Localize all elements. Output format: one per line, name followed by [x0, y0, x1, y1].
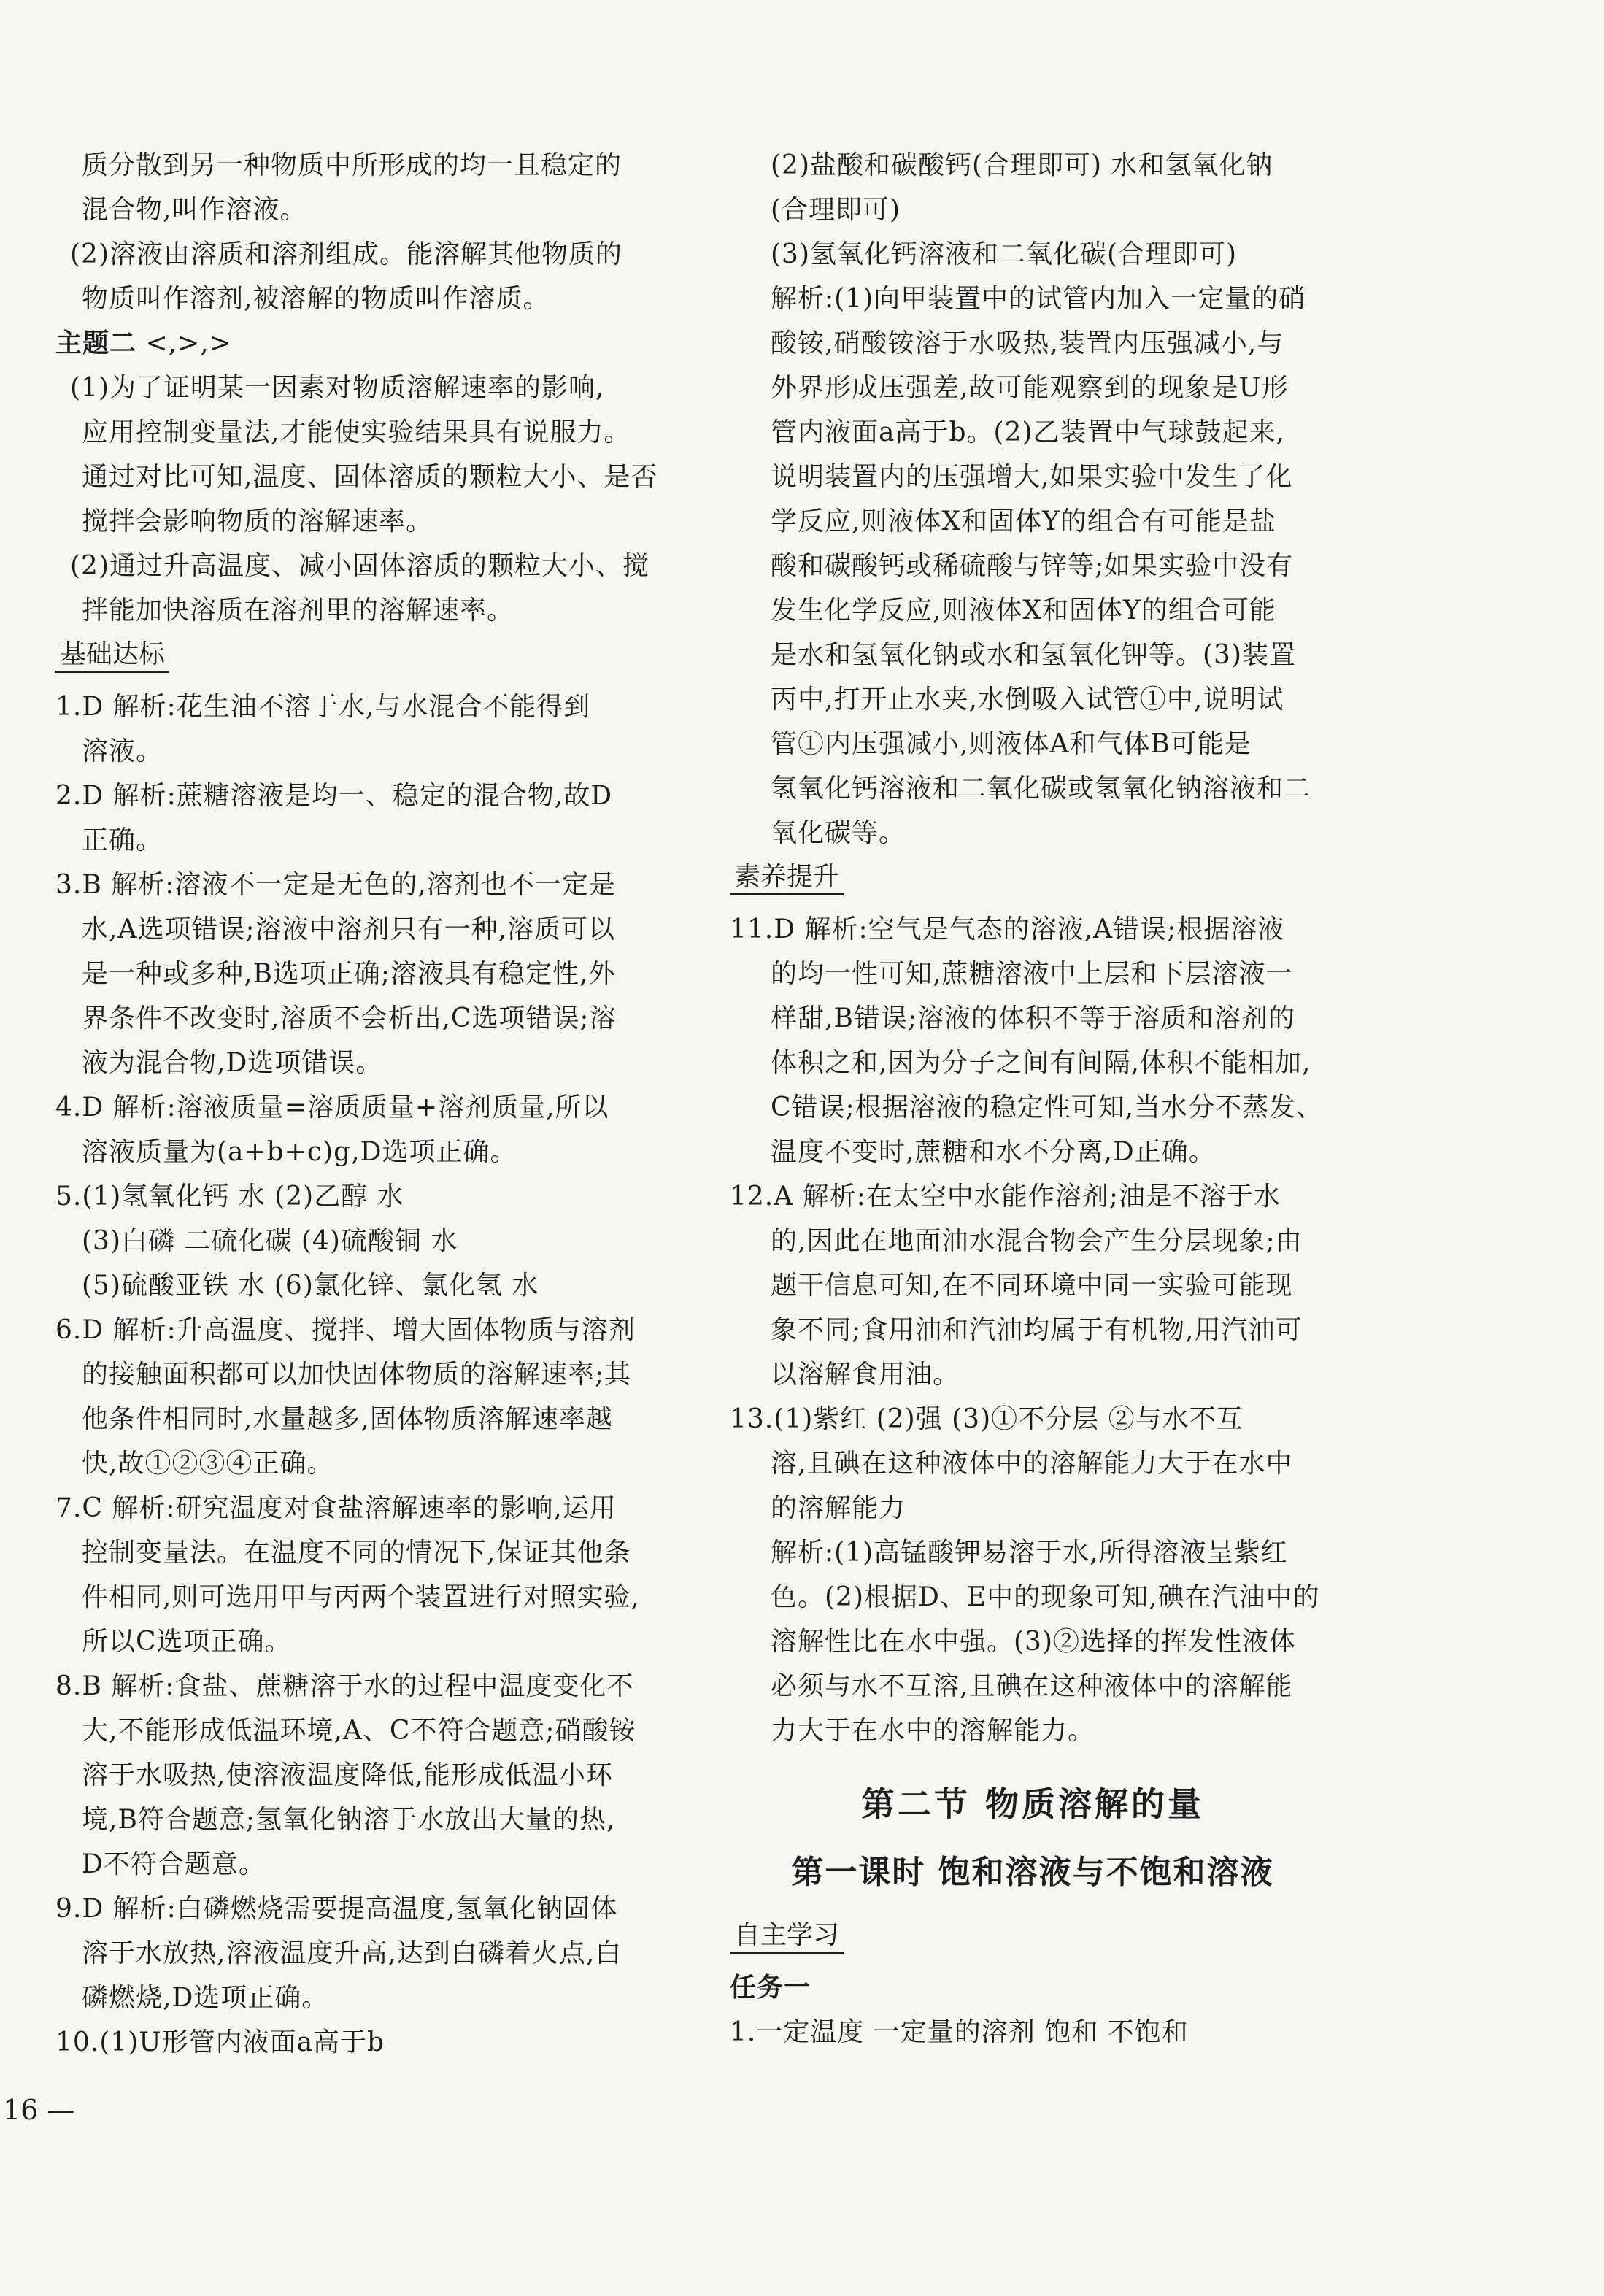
- right-text-line: 样甜,B错误;溶液的体积不等于溶质和溶剂的: [771, 1003, 1296, 1033]
- left-text-line: 4.D 解析:溶液质量=溶质质量+溶剂质量,所以: [55, 1093, 609, 1122]
- right-text-line: 12.A 解析:在太空中水能作溶剂;油是不溶于水: [730, 1182, 1281, 1211]
- right-text-line: 管内液面a高于b。(2)乙装置中气球鼓起来,: [771, 417, 1285, 447]
- left-text-line: (2)通过升高温度、减小固体溶质的颗粒大小、搅: [70, 551, 649, 581]
- study-label: 自主学习: [730, 1921, 844, 1954]
- right-text-line: 丙中,打开止水夹,水倒吸入试管①中,说明试: [771, 685, 1284, 714]
- right-column: [730, 143, 1335, 2054]
- right-text-line: 力大于在水中的溶解能力。: [771, 1716, 1095, 1746]
- task-heading: 任务一: [730, 1973, 811, 2003]
- left-text-line: 境,B符合题意;氢氧化钠溶于水放出大量的热,: [82, 1805, 616, 1835]
- left-text-line: 3.B 解析:溶液不一定是无色的,溶剂也不一定是: [55, 870, 616, 900]
- left-text-line: 正确。: [82, 825, 163, 855]
- left-text-line: 溶于水放热,溶液温度升高,达到白磷着火点,白: [82, 1938, 622, 1968]
- left-text-line: 质分散到另一种物质中所形成的均一且稳定的: [82, 150, 622, 180]
- left-text-line: (2)溶液由溶质和溶剂组成。能溶解其他物质的: [70, 239, 622, 269]
- right-text-line: (合理即可): [771, 195, 901, 225]
- left-text-line: 液为混合物,D选项错误。: [82, 1048, 383, 1078]
- right-text-line: 溶解性比在水中强。(3)②选择的挥发性液体: [771, 1627, 1296, 1657]
- right-text-line: 解析:(1)向甲装置中的试管内加入一定量的硝: [771, 284, 1306, 314]
- section-title: 第二节 物质溶解的量: [860, 1784, 1204, 1824]
- left-text-line: 快,故①②③④正确。: [82, 1449, 334, 1479]
- right-column-answers: [730, 143, 1335, 1753]
- task-line: 1.一定温度 一定量的溶剂 饱和 不饱和: [730, 2017, 1189, 2047]
- left-column: [55, 143, 698, 2065]
- left-section-label: 基础达标: [55, 640, 169, 673]
- right-text-line: 的均一性可知,蔗糖溶液中上层和下层溶液一: [771, 959, 1293, 989]
- right-text-line: 是水和氢氧化钠或水和氢氧化钾等。(3)装置: [771, 640, 1296, 670]
- right-text-line: 体积之和,因为分子之间有间隔,体积不能相加,: [771, 1048, 1311, 1078]
- right-text-line: 氧化碳等。: [771, 818, 906, 848]
- page-number: 16 —: [3, 2094, 75, 2126]
- left-text-line: 溶液质量为(a+b+c)g,D选项正确。: [82, 1137, 517, 1167]
- left-text-line: (1)为了证明某一因素对物质溶解速率的影响,: [70, 373, 605, 403]
- right-text-line: 管①内压强减小,则液体A和气体B可能是: [771, 729, 1252, 759]
- left-text-line: 磷燃烧,D选项正确。: [82, 1983, 329, 2013]
- right-text-line: 溶,且碘在这种液体中的溶解能力大于在水中: [771, 1449, 1293, 1479]
- right-text-line: 发生化学反应,则液体X和固体Y的组合可能: [771, 596, 1276, 625]
- left-text-line: (3)白磷 二硫化碳 (4)硫酸铜 水: [82, 1226, 458, 1256]
- left-text-line: 1.D 解析:花生油不溶于水,与水混合不能得到: [55, 692, 591, 722]
- right-text-line: 的,因此在地面油水混合物会产生分层现象;由: [771, 1226, 1303, 1256]
- left-text-line: 应用控制变量法,才能使实验结果具有说服力。: [82, 417, 631, 447]
- right-text-line: 解析:(1)高锰酸钾易溶于水,所得溶液呈紫红: [771, 1538, 1288, 1568]
- left-text-line: 拌能加快溶质在溶剂里的溶解速率。: [82, 596, 514, 625]
- right-text-line: 必须与水不互溶,且碘在这种液体中的溶解能: [771, 1671, 1293, 1701]
- right-text-line: 的溶解能力: [771, 1493, 906, 1523]
- left-text-line: D不符合题意。: [82, 1849, 266, 1879]
- left-text-line: 物质叫作溶剂,被溶解的物质叫作溶质。: [82, 284, 550, 314]
- left-text-line: 6.D 解析:升高温度、搅拌、增大固体物质与溶剂: [55, 1315, 636, 1345]
- right-text-line: (2)盐酸和碳酸钙(合理即可) 水和氢氧化钠: [771, 150, 1273, 180]
- left-text-line: 控制变量法。在温度不同的情况下,保证其他条: [82, 1538, 631, 1568]
- left-text-line: 溶于水吸热,使溶液温度降低,能形成低温小环: [82, 1760, 613, 1790]
- left-text-line: 8.B 解析:食盐、蔗糖溶于水的过程中温度变化不: [55, 1671, 634, 1701]
- left-text-line: 通过对比可知,温度、固体溶质的颗粒大小、是否: [82, 462, 658, 492]
- left-text-line: 所以C选项正确。: [82, 1627, 292, 1657]
- left-text-line: (5)硫酸亚铁 水 (6)氯化锌、氯化氢 水: [82, 1271, 539, 1301]
- right-text-line: 酸和碳酸钙或稀硫酸与锌等;如果实验中没有: [771, 551, 1294, 581]
- left-text-line: 件相同,则可选用甲与丙两个装置进行对照实验,: [82, 1582, 640, 1612]
- right-text-line: 说明装置内的压强增大,如果实验中发生了化: [771, 462, 1293, 492]
- left-text-line: 混合物,叫作溶液。: [82, 195, 307, 225]
- right-text-line: 色。(2)根据D、E中的现象可知,碘在汽油中的: [771, 1582, 1320, 1612]
- right-text-line: 题干信息可知,在不同环境中同一实验可能现: [771, 1271, 1293, 1301]
- right-text-line: 温度不变时,蔗糖和水不分离,D正确。: [771, 1137, 1216, 1167]
- right-text-line: 外界形成压强差,故可能观察到的现象是U形: [771, 373, 1289, 403]
- right-section-label: 素养提升: [730, 863, 844, 895]
- left-text-line: 他条件相同时,水量越多,固体物质溶解速率越: [82, 1404, 613, 1434]
- left-text-line: 是一种或多种,B选项正确;溶液具有稳定性,外: [82, 959, 616, 989]
- right-text-line: C错误;根据溶液的稳定性可知,当水分不蒸发、: [771, 1093, 1324, 1122]
- left-text-line: 2.D 解析:蔗糖溶液是均一、稳定的混合物,故D: [55, 781, 613, 811]
- right-text-line: (3)氢氧化钙溶液和二氧化碳(合理即可): [771, 239, 1238, 269]
- lesson-title: 第一课时 饱和溶液与不饱和溶液: [791, 1854, 1274, 1891]
- left-text-line: 的接触面积都可以加快固体物质的溶解速率;其: [82, 1360, 632, 1390]
- left-text-line: 5.(1)氢氧化钙 水 (2)乙醇 水: [55, 1182, 404, 1211]
- right-text-line: 学反应,则液体X和固体Y的组合有可能是盐: [771, 506, 1276, 536]
- right-text-line: 象不同;食用油和汽油均属于有机物,用汽油可: [771, 1315, 1303, 1345]
- left-text-line: 7.C 解析:研究温度对食盐溶解速率的影响,运用: [55, 1493, 617, 1523]
- left-text-line: 界条件不改变时,溶质不会析出,C选项错误;溶: [82, 1003, 617, 1033]
- right-text-line: 酸铵,硝酸铵溶于水吸热,装置内压强减小,与: [771, 328, 1284, 358]
- left-text-line: 大,不能形成低温环境,A、C不符合题意;硝酸铵: [82, 1716, 636, 1746]
- right-text-line: 11.D 解析:空气是气态的溶液,A错误;根据溶液: [730, 914, 1285, 944]
- left-text-line: 10.(1)U形管内液面a高于b: [55, 2027, 385, 2057]
- right-text-line: 13.(1)紫红 (2)强 (3)①不分层 ②与水不互: [730, 1404, 1244, 1434]
- right-text-line: 氢氧化钙溶液和二氧化碳或氢氧化钠溶液和二: [771, 774, 1311, 804]
- left-text-line: 溶液。: [82, 736, 163, 766]
- left-text-line: 水,A选项错误;溶液中溶剂只有一种,溶质可以: [82, 914, 616, 944]
- right-text-line: 以溶解食用油。: [771, 1360, 960, 1390]
- left-text-line: 搅拌会影响物质的溶解速率。: [82, 506, 433, 536]
- left-text-line: 9.D 解析:白磷燃烧需要提高温度,氢氧化钠固体: [55, 1894, 618, 1924]
- left-text-line: 主题二 <,>,>: [55, 328, 232, 358]
